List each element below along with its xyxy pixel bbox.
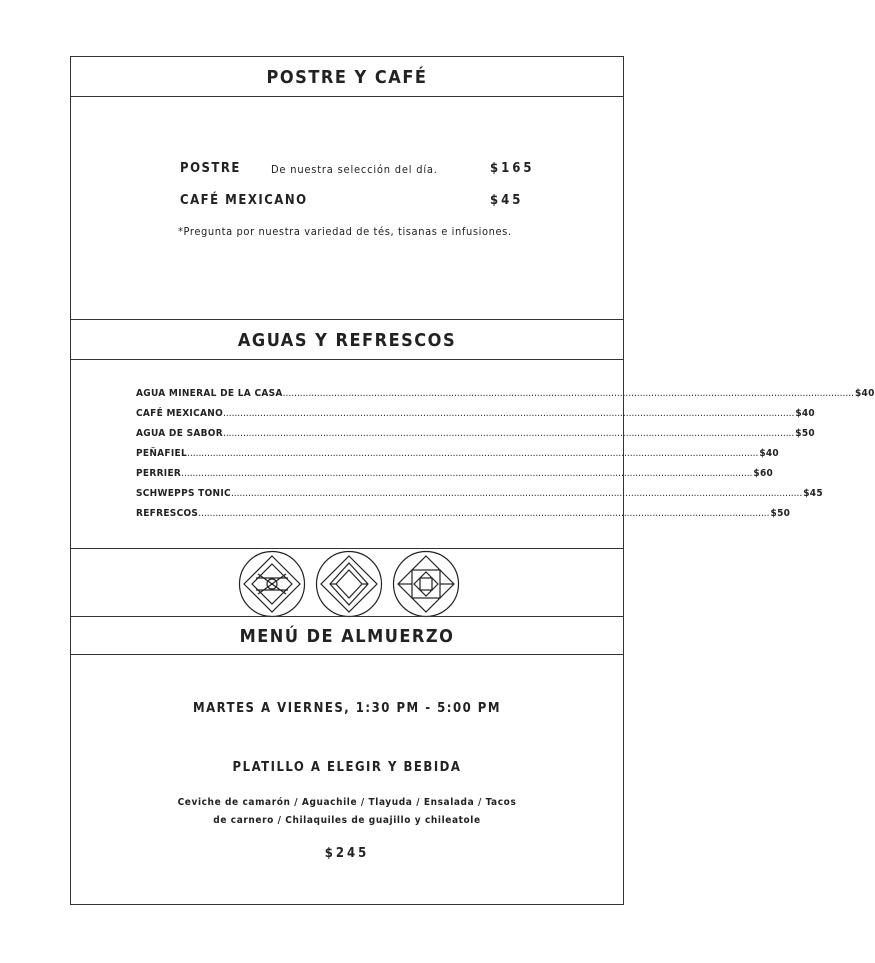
drink-name: CAFÉ MEXICANO bbox=[136, 408, 224, 419]
almuerzo-options-line-2: de carnero / Chilaquiles de guajillo y chileatole bbox=[213, 815, 481, 826]
drink-price: $50 bbox=[795, 428, 815, 439]
ornament-row bbox=[71, 550, 623, 616]
diamond-ornament-icon bbox=[315, 550, 383, 618]
drink-name: AGUA MINERAL DE LA CASA bbox=[136, 388, 283, 399]
aguas-refrescos-title: AGUAS Y REFRESCOS bbox=[237, 330, 457, 351]
square-diamond-ornament-icon bbox=[392, 550, 460, 618]
drink-price: $60 bbox=[753, 468, 774, 479]
drink-row bbox=[136, 508, 791, 528]
cafe-mexicano-item-price: $45 bbox=[490, 193, 524, 208]
diamond-eye-ornament-icon bbox=[238, 550, 306, 618]
drink-price: $40 bbox=[759, 448, 779, 459]
drink-name: PERRIER bbox=[136, 468, 182, 479]
divider bbox=[71, 548, 623, 549]
drink-row bbox=[136, 428, 815, 448]
drink-row bbox=[136, 448, 779, 468]
divider bbox=[71, 96, 623, 97]
dot-leader: ........................................................................................................................................................................................................ bbox=[187, 448, 759, 459]
divider bbox=[71, 654, 623, 655]
drink-row bbox=[136, 468, 774, 488]
dot-leader: ........................................................................................................................................................................................................ bbox=[223, 408, 795, 419]
divider bbox=[71, 359, 623, 360]
drink-price: $45 bbox=[803, 488, 823, 499]
postre-item-name: POSTRE bbox=[180, 161, 241, 176]
drink-price: $40 bbox=[854, 388, 875, 399]
dot-leader: ........................................................................................................................................................................................................ bbox=[222, 428, 795, 439]
drink-name: PEÑAFIEL bbox=[136, 448, 188, 459]
divider bbox=[71, 319, 623, 320]
drink-price: $50 bbox=[770, 508, 791, 519]
drink-row bbox=[136, 408, 815, 428]
postre-cafe-title: POSTRE Y CAFÉ bbox=[266, 67, 428, 88]
menu-frame bbox=[70, 56, 875, 905]
drink-name: REFRESCOS bbox=[136, 508, 199, 519]
dot-leader: ........................................................................................................................................................................................................ bbox=[198, 508, 770, 519]
postre-item-price: $165 bbox=[490, 161, 535, 176]
drink-name: SCHWEPPS TONIC bbox=[136, 488, 231, 499]
almuerzo-options-line-1: Ceviche de camarón / Aguachile / Tlayuda / Ensalada / Tacos bbox=[177, 797, 517, 808]
drink-name: AGUA DE SABOR bbox=[136, 428, 223, 439]
tea-note: *Pregunta por nuestra variedad de tés, tisanas e infusiones. bbox=[178, 225, 512, 238]
almuerzo-price: $245 bbox=[324, 846, 370, 861]
drinks-list bbox=[136, 388, 875, 528]
dot-leader: ........................................................................................................................................................................................................ bbox=[230, 488, 803, 499]
dot-leader: ........................................................................................................................................................................................................ bbox=[181, 468, 753, 479]
almuerzo-title: MENÚ DE ALMUERZO bbox=[239, 626, 455, 647]
almuerzo-schedule: MARTES A VIERNES, 1:30 PM - 5:00 PM bbox=[192, 701, 502, 716]
postre-item-description: De nuestra selección del día. bbox=[271, 163, 438, 176]
almuerzo-subtitle: PLATILLO A ELEGIR Y BEBIDA bbox=[232, 760, 462, 775]
drink-row bbox=[136, 388, 875, 408]
drink-row bbox=[136, 488, 823, 508]
divider bbox=[71, 616, 623, 617]
cafe-mexicano-item-name: CAFÉ MEXICANO bbox=[180, 193, 308, 208]
dot-leader: ........................................................................................................................................................................................................ bbox=[282, 388, 854, 399]
drink-price: $40 bbox=[795, 408, 815, 419]
